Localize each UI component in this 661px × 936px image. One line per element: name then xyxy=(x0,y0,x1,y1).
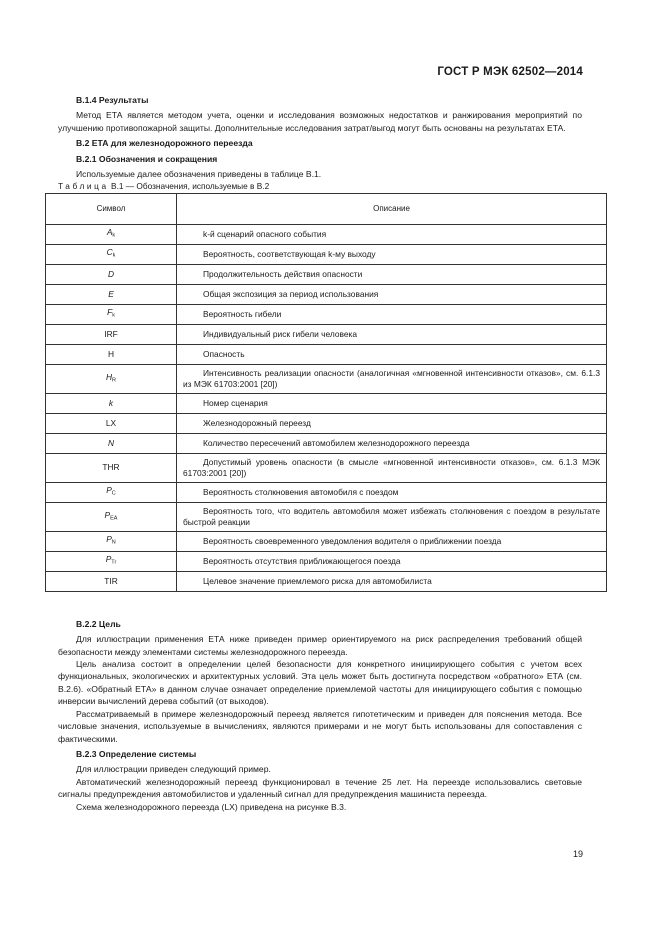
symbol-subscript: k xyxy=(112,232,116,239)
symbol-cell xyxy=(46,433,177,453)
symbol-cell xyxy=(46,393,177,413)
symbol-text: H xyxy=(105,371,113,382)
description-cell xyxy=(177,324,607,344)
symbol-text: A xyxy=(106,227,113,238)
table-row xyxy=(46,502,607,531)
symbol-cell xyxy=(46,364,177,393)
symbol-text: P xyxy=(106,485,112,496)
section-heading-b14: В.1.4 Результаты xyxy=(76,95,149,105)
table-row xyxy=(46,244,607,264)
description-text: Вероятность, соответствующая k-му выходу xyxy=(203,248,376,259)
standard-header: ГОСТ Р МЭК 62502—2014 xyxy=(437,66,583,78)
description-cell xyxy=(177,244,607,264)
notation-table xyxy=(45,193,607,592)
description-cell xyxy=(177,344,607,364)
description-cell xyxy=(177,264,607,284)
goal-paragraph-1: Для иллюстрации применения ЕТА ниже приведен пример ориентируемого на риск распределения требований общей безопасности между элементами системы железнодорожного переезда. xyxy=(58,634,582,657)
symbol-text: IRF xyxy=(104,328,118,339)
symbol-subscript: EA xyxy=(110,515,118,522)
symbol-subscript: C xyxy=(111,490,116,497)
symbol-cell xyxy=(46,284,177,304)
description-text: Вероятность гибели xyxy=(203,308,282,319)
description-text: Вероятность своевременного уведомления водителя о приближении поезда xyxy=(203,535,502,546)
table-row xyxy=(46,264,607,284)
page-number: 19 xyxy=(572,849,583,859)
description-cell xyxy=(177,571,607,591)
symbol-cell xyxy=(46,224,177,244)
symbol-text: k xyxy=(108,397,114,408)
description-cell xyxy=(177,453,607,482)
column-header-description: Описание xyxy=(177,193,607,224)
description-cell xyxy=(177,433,607,453)
symbol-text: P xyxy=(106,534,112,545)
table-row xyxy=(46,344,607,364)
symbol-cell xyxy=(46,571,177,591)
table-caption-text: В.1 — Обозначения, используемые в В.2 xyxy=(108,181,270,192)
symbol-text: F xyxy=(107,307,113,318)
description-text: Количество пересечений автомобилем железнодорожного переезда xyxy=(203,437,470,448)
description-text: Допустимый уровень опасности (в смысле «мгновенной интенсивности отказов», см. 6.1.3 МЭК 61703:2001 [20]) xyxy=(183,456,600,478)
goal-paragraph-2: Цель анализа состоит в определении целей безопасности для конкретного инициирующего события с учетом всех функциональных, экологических и архитектурных условий. Эта цель может быть достигнута посредством «обратного» ЕТА (см. В.2.6). «Обратный ЕТА» в данном случае означает определение приемлемой частоты для инициирующего события с помощью инверсии вычислений дерева событий (от выходов). xyxy=(58,659,582,707)
symbol-subscript: k xyxy=(112,252,116,259)
description-text: Интенсивность реализации опасности (аналогичная «мгновенной интенсивности отказов», см. 6.1.3 из МЭК 61703:2001 [20]) xyxy=(183,367,600,389)
description-cell xyxy=(177,284,607,304)
symbol-cell xyxy=(46,324,177,344)
table-row xyxy=(46,453,607,482)
description-text: Железнодорожный переезд xyxy=(203,417,311,428)
description-text: Вероятность того, что водитель автомобиля может избежать столкновения с поездом в результате быстрой реакции xyxy=(183,505,600,527)
table-row xyxy=(46,364,607,393)
symbol-subscript: N xyxy=(111,539,116,546)
symbol-cell xyxy=(46,244,177,264)
symbol-cell xyxy=(46,304,177,324)
description-text: Общая экспозиция за период использования xyxy=(203,288,379,299)
table-row xyxy=(46,393,607,413)
section-heading-b2: В.2 ЕТА для железнодорожного переезда xyxy=(76,138,253,149)
symbol-text: H xyxy=(107,348,115,359)
symbol-text: P xyxy=(105,554,112,565)
system-paragraph-1: Для иллюстрации приведен следующий пример. xyxy=(76,764,271,775)
section-heading-b23: В.2.3 Определение системы xyxy=(76,748,197,759)
description-cell xyxy=(177,393,607,413)
description-text: Индивидуальный риск гибели человека xyxy=(203,328,357,339)
table-row xyxy=(46,482,607,502)
results-paragraph: Метод ЕТА является методом учета, оценки и исследования возможных недостатков и ранжирования мероприятий по улучшению противопожарной защиты. Дополнительные исследования затрат/выгод могут быть основаны на результатах ЕТА. xyxy=(58,110,582,133)
symbol-cell xyxy=(46,344,177,364)
symbol-text: LX xyxy=(105,417,117,428)
section-heading-b21: В.2.1 Обозначения и сокращения xyxy=(76,153,218,164)
description-text: Продолжительность действия опасности xyxy=(203,268,363,279)
goal-paragraph-3: Рассматриваемый в примере железнодорожный переезд является гипотетическим и приведен для пояснения метода. Все числовые значения, используемые в вычислениях, являются примерами и не могут быть использованы для сопоставления с фактическими. xyxy=(58,708,582,744)
table-row xyxy=(46,531,607,551)
description-text: Вероятность столкновения автомобиля с поездом xyxy=(203,486,399,497)
description-text: Опасность xyxy=(203,348,245,359)
system-paragraph-3: Схема железнодорожного переезда (LX) приведена на рисунке В.3. xyxy=(76,801,347,812)
symbol-text: E xyxy=(108,288,114,299)
symbol-text: D xyxy=(107,268,115,279)
table-row xyxy=(46,304,607,324)
description-text: Целевое значение приемлемого риска для автомобилиста xyxy=(203,575,432,586)
notation-intro-paragraph: Используемые далее обозначения приведены в таблице В.1. xyxy=(76,169,322,180)
description-text: Вероятность отсутствия приближающегося поезда xyxy=(203,555,401,566)
symbol-cell xyxy=(46,502,177,531)
symbol-cell xyxy=(46,264,177,284)
symbol-cell xyxy=(46,482,177,502)
symbol-text: C xyxy=(106,247,113,258)
symbol-cell xyxy=(46,413,177,433)
description-cell xyxy=(177,531,607,551)
system-paragraph-2: Автоматический железнодорожный переезд функционировал в течение 25 лет. На переезде использовались световые сигналы предупреждения автомобилистов и удаленный сигнал для предупреждения машиниста переезда. xyxy=(58,776,582,800)
symbol-cell xyxy=(46,551,177,571)
table-row xyxy=(46,224,607,244)
description-cell xyxy=(177,413,607,433)
symbol-cell xyxy=(46,453,177,482)
table-row xyxy=(46,413,607,433)
description-text: Номер сценария xyxy=(203,397,268,408)
table-caption xyxy=(58,180,582,192)
symbol-text: THR xyxy=(102,462,120,473)
symbol-subscript: R xyxy=(112,377,117,384)
section-heading-b22: В.2.2 Цель xyxy=(76,618,121,629)
page-content xyxy=(58,94,600,813)
symbol-text: N xyxy=(107,437,115,448)
description-text: k-й сценарий опасного события xyxy=(203,228,327,239)
table-row xyxy=(46,324,607,344)
table-row xyxy=(46,551,607,571)
table-caption-label: Таблица xyxy=(58,181,109,192)
table-row xyxy=(46,571,607,591)
symbol-text: P xyxy=(104,509,111,520)
notation-table-body xyxy=(46,224,607,591)
table-row xyxy=(46,284,607,304)
description-cell xyxy=(177,482,607,502)
column-header-symbol: Символ xyxy=(46,193,177,224)
description-cell xyxy=(177,364,607,393)
table-row xyxy=(46,433,607,453)
symbol-subscript: k xyxy=(112,312,115,319)
symbol-cell xyxy=(46,531,177,551)
description-cell xyxy=(177,304,607,324)
description-cell xyxy=(177,551,607,571)
symbol-subscript: Tr xyxy=(111,559,117,566)
description-cell xyxy=(177,224,607,244)
symbol-text: TIR xyxy=(104,575,118,586)
description-cell xyxy=(177,502,607,531)
